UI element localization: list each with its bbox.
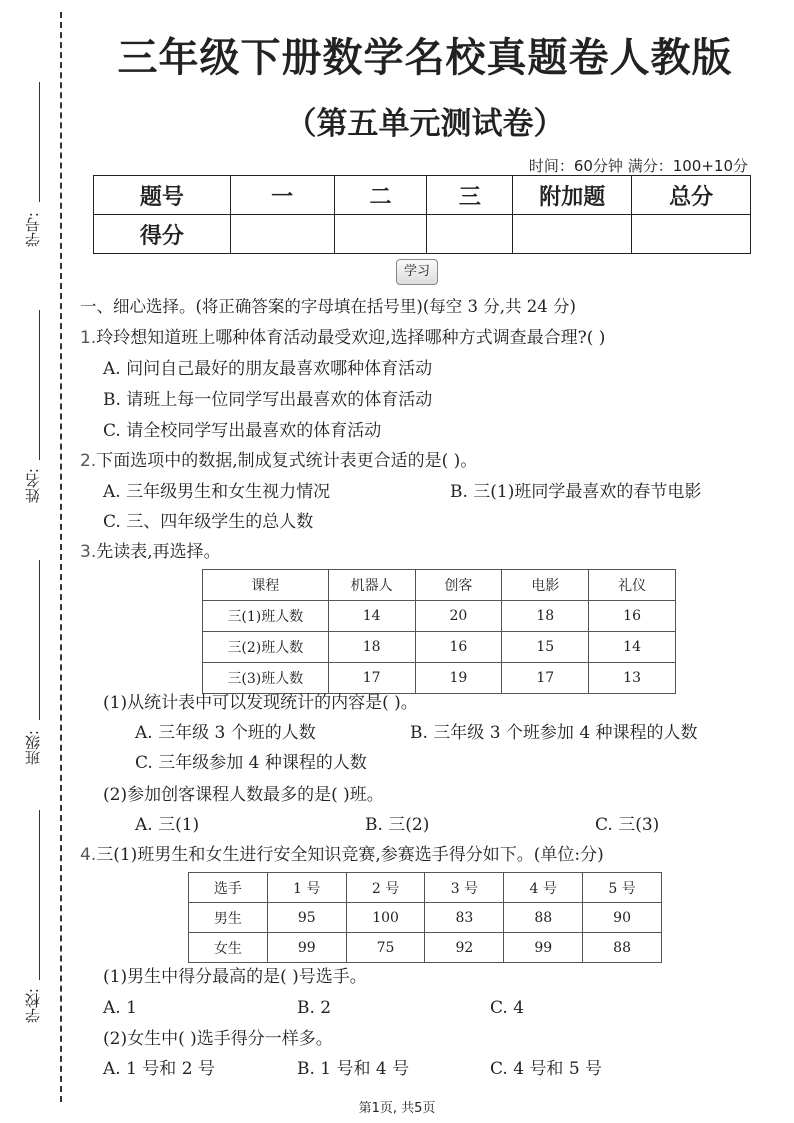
table-cell: 95 xyxy=(267,903,346,933)
question-number: 3. xyxy=(80,542,97,562)
question-text: 下面选项中的数据,制成复式统计表更合适的是( )。 xyxy=(96,451,478,471)
score-header-row xyxy=(94,176,751,215)
score-input-cell[interactable] xyxy=(230,215,334,254)
q3-sub1-option-a: A. 三年级 3 个班的人数 xyxy=(135,723,316,743)
name-label: 姓名: xyxy=(24,468,42,504)
table-header-cell: 选手 xyxy=(189,873,268,903)
fold-dashed-line xyxy=(60,12,62,1102)
table-header-cell: 2 号 xyxy=(346,873,425,903)
table-row xyxy=(189,903,662,933)
table-cell: 20 xyxy=(415,601,502,632)
table-cell: 14 xyxy=(328,601,415,632)
score-input-cell[interactable] xyxy=(334,215,427,254)
q4-sub1-option-b: B. 2 xyxy=(297,998,332,1018)
table-cell: 13 xyxy=(589,663,676,694)
table-cell: 17 xyxy=(502,663,589,694)
table-cell: 75 xyxy=(346,933,425,963)
score-table xyxy=(93,175,751,254)
table-header-cell: 礼仪 xyxy=(589,570,676,601)
table-header-cell: 4 号 xyxy=(504,873,583,903)
question-number: 2. xyxy=(80,451,97,471)
question-text: 三(1)班男生和女生进行安全知识竞赛,参赛选手得分如下。(单位:分) xyxy=(96,845,604,865)
school-label: 学校: xyxy=(24,988,42,1024)
table-cell: 99 xyxy=(267,933,346,963)
table-cell: 17 xyxy=(328,663,415,694)
q2-option-a: A. 三年级男生和女生视力情况 xyxy=(103,482,331,502)
question-3 xyxy=(80,541,221,563)
q3-sub2-option-a: A. 三(1) xyxy=(135,815,200,835)
score-header-cell: 总分 xyxy=(632,176,751,215)
section-heading: 一、细心选择。(将正确答案的字母填在括号里)(每空 3 分,共 24 分) xyxy=(80,297,576,316)
q3-sub2-option-c: C. 三(3) xyxy=(595,815,660,835)
table-cell: 19 xyxy=(415,663,502,694)
q3-sub2-option-b: B. 三(2) xyxy=(365,815,430,835)
table-cell: 15 xyxy=(502,632,589,663)
q3-sub2: (2)参加创客课程人数最多的是( )班。 xyxy=(103,785,384,805)
table-cell: 100 xyxy=(346,903,425,933)
table-header-cell: 电影 xyxy=(502,570,589,601)
score-compare-table xyxy=(188,872,662,963)
course-table xyxy=(202,569,676,694)
score-row-label: 得分 xyxy=(94,215,231,254)
table-header-cell: 1 号 xyxy=(267,873,346,903)
table-cell: 男生 xyxy=(189,903,268,933)
q3-sub1: (1)从统计表中可以发现统计的内容是( )。 xyxy=(103,693,418,713)
table-header-cell: 创客 xyxy=(415,570,502,601)
q2-option-b: B. 三(1)班同学最喜欢的春节电影 xyxy=(450,482,702,502)
table-row xyxy=(203,632,676,663)
table-cell: 83 xyxy=(425,903,504,933)
q4-sub2: (2)女生中( )选手得分一样多。 xyxy=(103,1029,333,1049)
q1-option-a: A. 问问自己最好的朋友最喜欢哪种体育活动 xyxy=(103,359,433,379)
score-header-cell: 题号 xyxy=(94,176,231,215)
table-cell: 18 xyxy=(502,601,589,632)
score-input-cell[interactable] xyxy=(427,215,513,254)
table-cell: 18 xyxy=(328,632,415,663)
question-number: 1. xyxy=(80,328,97,348)
table-cell: 三(3)班人数 xyxy=(203,663,329,694)
table-header-cell: 3 号 xyxy=(425,873,504,903)
table-cell: 三(2)班人数 xyxy=(203,632,329,663)
q2-option-c: C. 三、四年级学生的总人数 xyxy=(103,512,314,532)
table-cell: 88 xyxy=(583,933,662,963)
table-cell: 16 xyxy=(589,601,676,632)
question-number: 4. xyxy=(80,845,97,865)
q1-option-b: B. 请班上每一位同学写出最喜欢的体育活动 xyxy=(103,390,433,410)
table-cell: 14 xyxy=(589,632,676,663)
score-header-cell: 附加题 xyxy=(513,176,632,215)
page-footer: 第1页, 共5页 xyxy=(358,1101,436,1116)
question-2 xyxy=(80,450,477,472)
page-subtitle: （第五单元测试卷） xyxy=(285,106,565,142)
table-cell: 三(1)班人数 xyxy=(203,601,329,632)
score-input-cell[interactable] xyxy=(513,215,632,254)
table-header-row xyxy=(189,873,662,903)
table-row xyxy=(189,933,662,963)
table-row xyxy=(203,663,676,694)
score-input-cell[interactable] xyxy=(632,215,751,254)
question-1 xyxy=(80,327,605,349)
name-line xyxy=(39,310,40,460)
question-text: 玲玲想知道班上哪种体育活动最受欢迎,选择哪种方式调查最合理?( ) xyxy=(96,328,606,348)
class-line xyxy=(39,560,40,720)
table-cell: 88 xyxy=(504,903,583,933)
school-line xyxy=(39,810,40,980)
class-label: 班级: xyxy=(24,730,42,766)
student-id-line xyxy=(39,82,40,202)
study-button[interactable]: 学习 xyxy=(396,259,438,285)
q4-sub2-option-b: B. 1 号和 4 号 xyxy=(297,1059,410,1079)
score-header-cell: 二 xyxy=(334,176,427,215)
q4-sub1-option-a: A. 1 xyxy=(103,998,137,1018)
table-cell: 16 xyxy=(415,632,502,663)
score-header-cell: 三 xyxy=(427,176,513,215)
table-header-cell: 5 号 xyxy=(583,873,662,903)
table-header-cell: 课程 xyxy=(203,570,329,601)
table-header-row xyxy=(203,570,676,601)
q4-sub2-option-c: C. 4 号和 5 号 xyxy=(490,1059,603,1079)
table-cell: 90 xyxy=(583,903,662,933)
table-cell: 92 xyxy=(425,933,504,963)
table-cell: 99 xyxy=(504,933,583,963)
q4-sub1: (1)男生中得分最高的是( )号选手。 xyxy=(103,967,367,987)
score-value-row xyxy=(94,215,751,254)
q4-sub2-option-a: A. 1 号和 2 号 xyxy=(103,1059,215,1079)
q1-option-c: C. 请全校同学写出最喜欢的体育活动 xyxy=(103,421,382,441)
page-title: 三年级下册数学名校真题卷人教版 xyxy=(117,35,733,81)
question-text: 先读表,再选择。 xyxy=(96,542,221,562)
question-4 xyxy=(80,844,604,866)
q3-sub1-option-b: B. 三年级 3 个班参加 4 种课程的人数 xyxy=(410,723,698,743)
table-cell: 女生 xyxy=(189,933,268,963)
table-header-cell: 机器人 xyxy=(328,570,415,601)
time-info: 时间：60分钟 满分：100+10分 xyxy=(528,157,748,175)
score-header-cell: 一 xyxy=(230,176,334,215)
student-id-label: 学号: xyxy=(24,212,42,248)
table-row xyxy=(203,601,676,632)
q4-sub1-option-c: C. 4 xyxy=(490,998,525,1018)
q3-sub1-option-c: C. 三年级参加 4 种课程的人数 xyxy=(135,753,367,773)
